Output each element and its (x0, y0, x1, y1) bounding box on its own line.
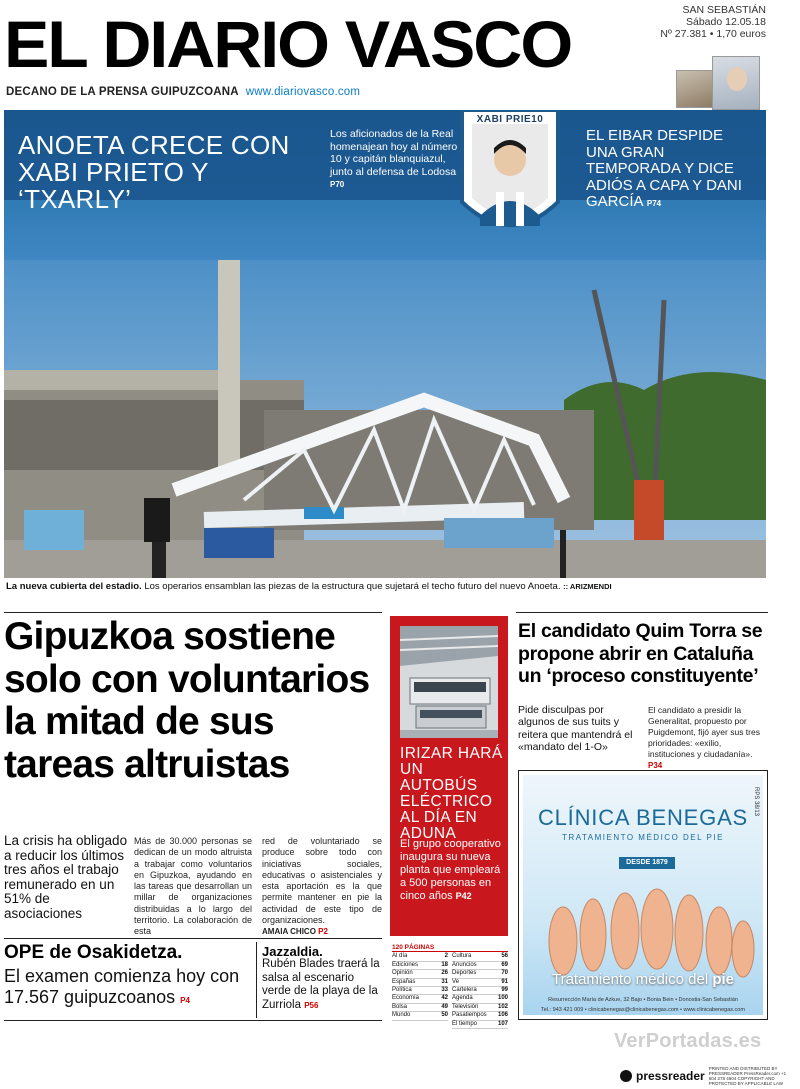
torra-deck: Pide disculpas por algunos de sus tuits y reitera que mantendrá el «mandato del 1-O» (518, 704, 633, 753)
xabi-prieto-badge-label: XABI PRIE10 (476, 114, 544, 125)
page-index (392, 944, 508, 1029)
eibar-headline-text: EL EIBAR DESPIDE UNA GRAN TEMPORADA Y DICE ADIÓS A CAPA Y DANI GARCÍA (586, 127, 742, 210)
clinica-benegas-ad[interactable] (518, 770, 768, 1020)
irizar-headline[interactable]: IRIZAR HARÁ UN AUTOBÚS ELÉCTRICO AL DÍA EN ADUNA (400, 745, 503, 842)
ope-page-ref[interactable]: P4 (180, 996, 190, 1005)
index-row[interactable]: Economía 42 (392, 995, 448, 1003)
ope-headline[interactable]: OPE de Osakidetza. (4, 942, 183, 963)
edition-date: Sábado 12.05.18 (686, 16, 766, 28)
main-headline[interactable]: Gipuzkoa sostiene solo con voluntarios la mitad de sus tareas altruistas (4, 615, 370, 786)
index-header: 120 PÁGINAS (392, 944, 508, 952)
index-row[interactable]: Pasatiempos 106 (452, 1012, 508, 1020)
irizar-page-ref[interactable]: P42 (455, 891, 472, 901)
ad-side-code: RPS 38/13 (753, 787, 759, 817)
ope-summary (4, 966, 254, 1011)
main-page-ref[interactable]: P2 (318, 927, 328, 937)
anoeta-headline[interactable]: ANOETA CRECE CON XABI PRIETO Y ‘TXARLY’ (18, 130, 290, 214)
index-row[interactable]: Opinión 26 (392, 970, 448, 978)
index-row[interactable]: Mundo 50 (392, 1012, 448, 1020)
photo-credit: :: ARIZMENDI (563, 582, 612, 591)
index-row[interactable]: Televisión 102 (452, 1004, 508, 1012)
tagline-text: DECANO DE LA PRENSA GUIPUZCOANA (6, 86, 239, 98)
ad-tagline-prefix: Tratamiento médico del (551, 971, 709, 988)
main-lead: La crisis ha obligado a reducir los últimos tres años el trabajo remunerado en un 51% de asociaciones (4, 833, 128, 921)
edition-issue: Nº 27.381 • 1,70 euros (660, 28, 766, 40)
divider (4, 612, 382, 613)
pressreader-footer[interactable] (620, 1066, 789, 1086)
masthead (0, 0, 800, 110)
ad-tagline (523, 971, 763, 988)
byline-author: AMAIA CHICO (262, 927, 316, 937)
index-row[interactable]: Anuncios 69 (452, 962, 508, 970)
torra-summary (648, 705, 766, 771)
torra-page-ref[interactable]: P34 (648, 761, 663, 770)
index-row[interactable]: Deportes 70 (452, 970, 508, 978)
eibar-page-ref[interactable]: P74 (646, 199, 662, 208)
caption-bold: La nueva cubierta del estadio. (6, 581, 142, 592)
supplement-thumbnail-1[interactable] (676, 70, 716, 108)
ope-summary-text: El examen comienza hoy con 17.567 guipuzcoanos (4, 966, 240, 1007)
ad-contact[interactable]: Tel.: 943 421 009 • clinicabenegas@clinicabenegas.com • www.clinicabenegas.com (541, 1007, 745, 1013)
torra-headline[interactable]: El candidato Quim Torra se propone abrir en Cataluña un ‘proceso constituyente’ (518, 620, 763, 687)
divider (4, 938, 382, 939)
anoeta-summary-text: Los aficionados de la Real homenajean hoy al número 10 y capitán blanquiazul, junto al defensa de Lodosa (330, 128, 458, 178)
edition-city: SAN SEBASTIÁN (682, 4, 766, 16)
pressreader-logo-icon (620, 1070, 632, 1082)
stadium-photo (4, 260, 766, 596)
jazzaldia-summary-text: Rubén Blades traerá la salsa al escenario verde de la playa de la Zurriola (262, 958, 380, 1011)
index-column-left (392, 953, 448, 1029)
edition-info (660, 4, 766, 40)
website-link[interactable]: www.diariovasco.com (245, 86, 361, 98)
divider (516, 612, 768, 613)
main-byline (262, 926, 382, 937)
cover-face-image (727, 67, 747, 91)
ad-subtitle: TRATAMIENTO MÉDICO DEL PIE (562, 833, 724, 842)
ad-address: Resurrección María de Azkue, 32 Bajo • Bonia Bein • Donostia-San Sebastián (548, 997, 738, 1003)
index-row[interactable]: Bolsa 49 (392, 1004, 448, 1012)
supplement-thumbnail-2[interactable] (712, 56, 760, 110)
photo-caption (4, 578, 766, 596)
xabi-prieto-badge-icon[interactable] (458, 110, 562, 242)
torra-summary-text: El candidato a presidir la Generalitat, propuesto por Puigdemont, fijó ayer sus tres prioridades: «exilio, instituciones y ciudadanía». (648, 705, 760, 759)
main-body-column-1: Más de 30.000 personas se dedican de un modo altruista a trabajar como voluntarios en Gipuzkoa, ayudando en las tareas que desarrollan un millar de organizaciones distribuidas a lo largo del territorio. La colaboración de esta (134, 836, 252, 937)
index-row[interactable]: Ve 91 (452, 979, 508, 987)
divider (256, 942, 257, 1018)
index-row[interactable]: Cultura 56 (452, 953, 508, 961)
main-body-column-2-text: red de voluntariado se produce sobre todo con iniciativas sociales, educativas o asistenciales y esta aportación es la que permite mantener en pie la actividad de este tipo de organizaciones. (262, 836, 382, 926)
bus-factory-photo (400, 626, 498, 738)
ad-brand: CLÍNICA BENEGAS (537, 805, 749, 830)
jazzaldia-summary (262, 958, 380, 1012)
anoeta-page-ref[interactable]: P70 (330, 180, 345, 189)
jazzaldia-headline[interactable]: Jazzaldia. (262, 944, 323, 959)
pressreader-name[interactable]: pressreader (636, 1069, 705, 1083)
caption-text: Los operarios ensamblan las piezas de la estructura que sujetará el techo futuro del nuevo Anoeta. (144, 581, 561, 592)
divider (4, 1020, 382, 1021)
jazzaldia-page-ref[interactable]: P56 (304, 1000, 319, 1010)
anoeta-summary (330, 128, 466, 192)
index-row[interactable]: Cartelera 99 (452, 987, 508, 995)
newspaper-logo[interactable]: EL DIARIO VASCO (4, 7, 572, 81)
index-row[interactable]: Españas 31 (392, 979, 448, 987)
index-row[interactable]: El tiempo 107 (452, 1021, 508, 1029)
hero-photo-story[interactable] (4, 110, 766, 596)
ad-tagline-bold: pie (712, 971, 735, 988)
pressreader-note: PRINTED AND DISTRIBUTED BY PRESSREADER PressReader.com +1 604 278 4604 COPYRIGHT AND PROTECTED BY APPLICABLE LAW (708, 1066, 787, 1086)
ad-since-badge: DESDE 1879 (619, 857, 675, 869)
eibar-headline[interactable] (586, 128, 756, 213)
irizar-story-box[interactable] (390, 616, 508, 936)
watermark: VerPortadas.es (614, 1030, 762, 1052)
main-body-column-2 (262, 836, 382, 938)
index-row[interactable]: Agenda 100 (452, 995, 508, 1003)
index-row[interactable]: Ediciones 18 (392, 962, 448, 970)
tagline (6, 86, 360, 98)
irizar-summary (400, 838, 504, 903)
index-row[interactable]: Política 33 (392, 987, 448, 995)
irizar-summary-text: El grupo cooperativo inaugura su nueva planta que empleará a 500 personas en cinco años (400, 838, 501, 902)
supplement-thumbnails[interactable] (676, 56, 760, 110)
index-row[interactable]: Al día 2 (392, 953, 448, 961)
feet-hands-icon (523, 871, 763, 981)
index-column-right (452, 953, 508, 1029)
ad-background (523, 775, 763, 1015)
